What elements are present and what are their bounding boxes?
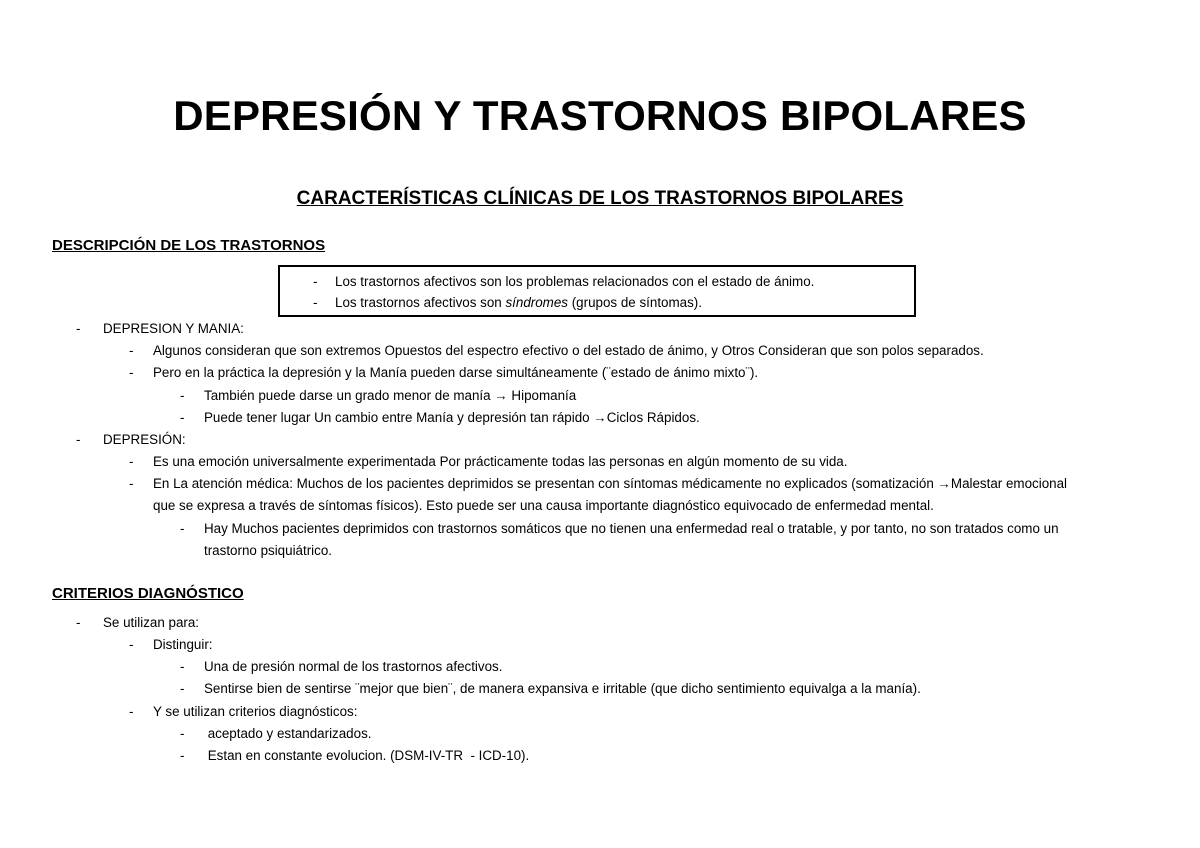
bullet-dash: - bbox=[180, 726, 185, 741]
bullet-dash: - bbox=[129, 476, 134, 491]
list-item-text: aceptado y estandarizados. bbox=[204, 726, 372, 741]
box-text-1: Los trastornos afectivos son los problemas relacionados con el estado de ánimo. bbox=[335, 274, 815, 289]
bullet-dash: - bbox=[313, 295, 318, 310]
list-item-text: DEPRESION Y MANIA: bbox=[103, 321, 244, 336]
bullet-dash: - bbox=[129, 343, 134, 358]
bullet-dash: - bbox=[129, 704, 134, 719]
list-item-text: Sentirse bien de sentirse ¨mejor que bien¨, de manera expansiva e irritable (que dicho sentimiento equivalga a la manía). bbox=[204, 681, 921, 696]
list-item-text: Se utilizan para: bbox=[103, 615, 200, 630]
bullet-dash: - bbox=[129, 454, 134, 469]
bullet-dash: - bbox=[180, 659, 185, 674]
bullet-dash: - bbox=[180, 388, 185, 403]
box-text-2b: (grupos de síntomas). bbox=[571, 295, 702, 310]
list-item-text: Puede tener lugar Un cambio entre Manía y depresión tan rápido →Ciclos Rápidos. bbox=[204, 410, 700, 425]
bullet-dash: - bbox=[180, 748, 185, 763]
list-item-text: trastorno psiquiátrico. bbox=[204, 543, 333, 558]
bullet-dash: - bbox=[313, 274, 318, 289]
bullet-dash: - bbox=[129, 637, 134, 652]
list-item-text: Pero en la práctica la depresión y la Manía pueden darse simultáneamente (¨estado de ánimo mixto¨). bbox=[153, 365, 759, 380]
box-text-2-emphasis: síndromes bbox=[505, 295, 568, 310]
document-title: DEPRESIÓN Y TRASTORNOS BIPOLARES bbox=[173, 92, 1027, 139]
list-item-text: DEPRESIÓN: bbox=[103, 432, 186, 447]
list-item-text: Distinguir: bbox=[153, 637, 213, 652]
bullet-dash: - bbox=[180, 681, 185, 696]
section-heading-descripcion: DESCRIPCIÓN DE LOS TRASTORNOS bbox=[52, 237, 326, 254]
section-heading-criterios: CRITERIOS DIAGNÓSTICO bbox=[52, 585, 244, 602]
list-item-text: Y se utilizan criterios diagnósticos: bbox=[153, 704, 358, 719]
bullet-dash: - bbox=[76, 615, 81, 630]
bullet-dash: - bbox=[180, 410, 185, 425]
bullet-dash: - bbox=[129, 365, 134, 380]
list-item-text: También puede darse un grado menor de manía → Hipomanía bbox=[204, 388, 577, 403]
bullet-dash: - bbox=[76, 432, 81, 447]
list-item-text: que se expresa a través de síntomas físicos). Esto puede ser una causa importante diagnóstico equivocado de enfermedad mental. bbox=[153, 498, 934, 513]
list-item-text: Hay Muchos pacientes deprimidos con trastornos somáticos que no tienen una enfermedad real o tratable, y por tanto, no son tratados como un bbox=[204, 521, 1059, 536]
bullet-dash: - bbox=[180, 521, 185, 536]
definition-box bbox=[278, 265, 916, 317]
list-item-text: Estan en constante evolucion. (DSM-IV-TR - ICD-10). bbox=[204, 748, 530, 763]
list-item-text: Algunos consideran que son extremos Opuestos del espectro efectivo o del estado de ánimo, y Otros Consideran que son polos separados. bbox=[153, 343, 984, 358]
box-text-2 bbox=[335, 292, 702, 314]
bullet-dash: - bbox=[76, 321, 81, 336]
list-item-text: En La atención médica: Muchos de los pacientes deprimidos se presentan con síntomas médicamente no explicados (somatización →Malestar emocional bbox=[153, 476, 1068, 491]
box-text-2a: Los trastornos afectivos son bbox=[335, 295, 502, 310]
list-item-text: Es una emoción universalmente experimentada Por prácticamente todas las personas en algún momento de su vida. bbox=[153, 454, 848, 469]
document-subtitle: CARACTERÍSTICAS CLÍNICAS DE LOS TRASTORNOS BIPOLARES bbox=[296, 188, 904, 209]
list-item-text: Una de presión normal de los trastornos afectivos. bbox=[204, 659, 503, 674]
